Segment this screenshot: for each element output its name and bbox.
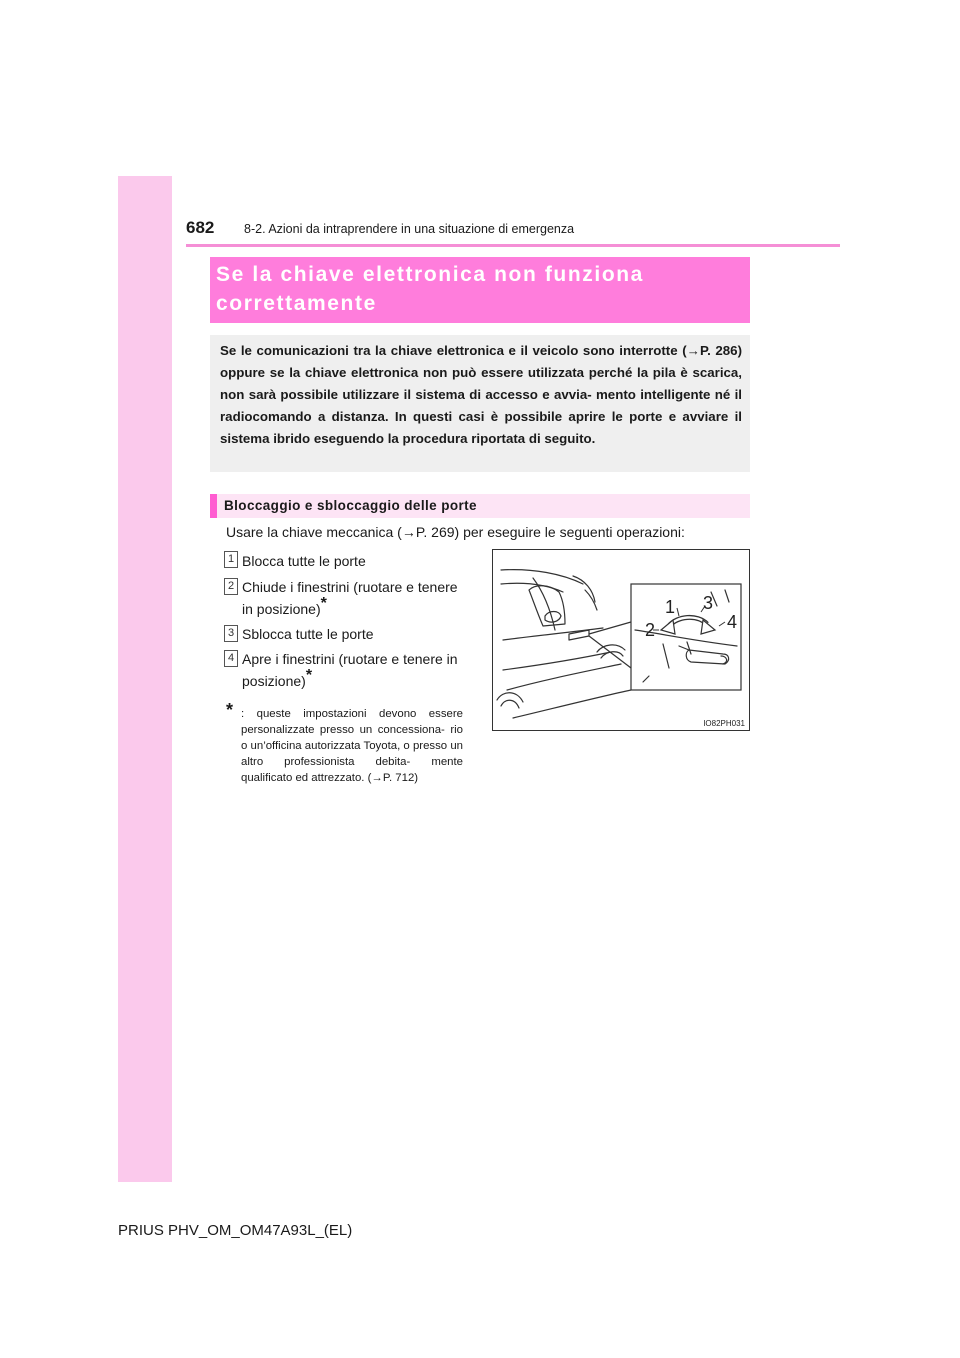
callout-2: 2	[644, 620, 656, 640]
footer-model-code: PRIUS PHV_OM_OM47A93L_(EL)	[118, 1222, 353, 1239]
step-3-text	[242, 623, 374, 645]
step-4-line1: Apre i finestrini (ruotare e tenere in	[242, 651, 458, 667]
step-number-1: 1	[224, 551, 238, 568]
page-title-line2: correttamente	[216, 292, 377, 315]
door-key-illustration	[492, 549, 750, 731]
page-number: 682	[186, 218, 215, 237]
note-star: *	[226, 700, 234, 720]
step-2-star: *	[320, 595, 327, 612]
callout-1: 1	[664, 597, 676, 617]
step-number-3: 3	[224, 625, 238, 642]
step-2-line1: Chiude i finestrini (ruotare e tenere	[242, 579, 458, 595]
callout-3: 3	[702, 593, 714, 613]
page-title-line1: Se la chiave elettronica non funziona	[216, 263, 644, 286]
note-text: : queste impostazioni devono essere personalizzate presso un concessiona- rio o un’officina autorizzata Toyota, o presso un altro professionista debita- mente qualificato ed attrezzato. (→P. 712)	[241, 708, 463, 784]
step-2-line2: in posizione)	[242, 601, 321, 617]
header-divider	[186, 244, 840, 247]
intro-text: Se le comunicazioni tra la chiave elettronica e il veicolo sono interrotte (→P. 286) oppure se la chiave elettronica non può essere utilizzata perché la pila è scarica, non sarà possibile utilizzare il sistema di accesso e avvia- mento intelligente né il radiocomando a distanza. In questi casi è possibile aprire le porte e avviare il sistema ibrido eseguendo la procedura riportata di seguito.	[220, 343, 742, 446]
step-3-line1: Sblocca tutte le porte	[242, 626, 374, 642]
figure-code: IO82PH031	[703, 719, 745, 728]
page-title	[216, 260, 736, 318]
step-1-line1: Blocca tutte le porte	[242, 553, 366, 569]
callout-4: 4	[726, 612, 738, 632]
step-2-text	[242, 576, 464, 620]
step-number-4: 4	[224, 650, 238, 667]
subheading-accent	[210, 494, 217, 518]
section-title: 8-2. Azioni da intraprendere in una situazione di emergenza	[244, 222, 575, 236]
car-door-drawing	[493, 550, 749, 730]
step-4-text	[242, 648, 464, 692]
step-number-2: 2	[224, 578, 238, 595]
step-4-line2: posizione)	[242, 673, 306, 689]
subheading: Bloccaggio e sbloccaggio delle porte	[224, 498, 477, 513]
step-4-star: *	[305, 667, 313, 684]
chapter-sidebar-tab	[118, 176, 172, 1182]
usage-instruction: Usare la chiave meccanica (→P. 269) per eseguire le seguenti operazioni:	[226, 524, 685, 540]
step-1-text	[242, 550, 366, 572]
